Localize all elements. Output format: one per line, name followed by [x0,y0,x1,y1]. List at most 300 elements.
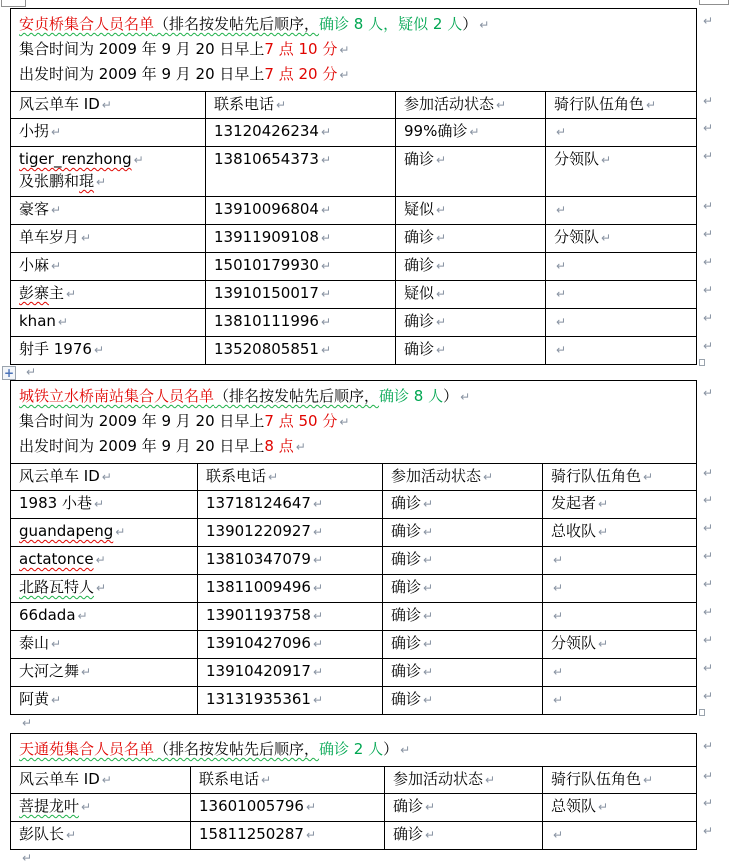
section-title-line [19,384,688,409]
column-header-label: 骑行队伍角色 [551,467,642,485]
rider-id-line [19,311,199,333]
status-value: 疑似 [404,284,435,302]
status-value: 确诊 [404,340,435,358]
text-segment: 彭寨 [19,284,50,302]
paragraph-mark-icon: ↵ [400,743,411,757]
rider-id-line [19,149,199,171]
text-segment: 1983 小巷 [19,494,92,512]
table-row [11,147,697,197]
column-header-label: 骑行队伍角色 [554,95,645,113]
text-segment: 8 点 [264,437,294,455]
text-segment: 单车岁月 [19,228,80,246]
paragraph-mark-icon: ↵ [312,637,324,651]
table-wrap-2 [10,380,714,715]
role-value: 总收队 [551,522,597,540]
paragraph-mark-icon: ↵ [423,553,434,567]
role-cell[interactable] [546,119,714,147]
rider-id-cell[interactable] [11,147,206,197]
table-row [11,547,697,575]
paragraph-mark-icon: ↵ [598,800,609,814]
status-cell[interactable] [383,631,543,659]
table-header-row [11,464,697,491]
end-of-row-mark-icon: ↵ [702,311,714,325]
phone-cell[interactable] [206,119,396,147]
paragraph-mark-icon: ↵ [553,693,564,707]
paragraph-mark-icon: ↵ [553,553,564,567]
paragraph-mark-icon: ↵ [261,773,272,787]
phone-cell[interactable] [206,225,396,253]
text-segment: 及张鹏和 [19,172,80,190]
rider-id-cell[interactable] [11,687,198,715]
phone-cell[interactable] [206,309,396,337]
table-row [11,794,697,822]
paragraph-mark-icon: ↵ [22,716,33,730]
end-of-row-mark-icon: ↵ [702,549,714,563]
phone-number: 13901220927 [206,522,311,540]
paragraph-mark-icon: ↵ [320,153,332,167]
status-cell[interactable] [396,337,546,365]
paragraph-mark-icon: ↵ [496,98,507,112]
rider-id-cell[interactable] [11,659,198,687]
clipped-table-fragment-top-right [699,0,729,5]
paragraph-mark-icon: ↵ [436,231,447,245]
text-segment: ） [443,387,459,405]
status-cell[interactable] [383,603,543,631]
rider-id-cell[interactable] [11,197,206,225]
status-value: 确诊 [391,690,422,708]
table-header-row [11,767,697,794]
table-row [11,822,697,850]
status-cell[interactable] [396,281,546,309]
column-header-label: 参加活动状态 [391,467,482,485]
column-header-rider-id[interactable] [11,767,191,794]
column-header-rider-id[interactable] [11,464,198,491]
paragraph-mark-icon: ↵ [425,828,436,842]
column-header-role[interactable] [546,92,714,119]
column-header-label: 风云单车 ID [19,770,100,788]
status-cell[interactable] [396,197,546,225]
phone-number: 13910096804 [214,200,319,218]
rider-id-cell[interactable] [11,519,198,547]
end-of-row-mark-icon: ↵ [702,824,714,838]
rider-id-line [19,521,191,543]
status-cell[interactable] [396,147,546,197]
section-title-line [19,737,688,762]
paragraph-mark-icon: ↵ [556,259,567,273]
role-cell[interactable] [546,253,714,281]
role-cell[interactable] [546,337,714,365]
paragraph-mark-icon: ↵ [115,525,126,539]
phone-cell[interactable] [198,491,383,519]
end-of-row-mark-icon: ↵ [702,769,714,783]
phone-cell[interactable] [191,822,385,850]
paragraph-mark-icon: ↵ [436,153,447,167]
column-header-role[interactable] [543,767,714,794]
status-cell[interactable] [383,687,543,715]
paragraph-mark-icon: ↵ [423,609,434,623]
status-value: 确诊 [391,522,422,540]
role-cell[interactable] [543,822,714,850]
between-tables-1 [3,365,696,380]
paragraph-mark-icon: ↵ [305,828,317,842]
text-segment: （排名按发帖先后顺序， [154,15,320,33]
status-value: 确诊 [404,228,435,246]
rider-id-line [19,199,199,221]
column-header-label: 风云单车 ID [19,95,100,113]
role-cell[interactable] [543,687,714,715]
end-of-row-mark-icon: ↵ [702,149,714,163]
section-title-row [11,9,697,92]
table-row [11,687,697,715]
role-cell[interactable] [546,281,714,309]
column-header-rider-id[interactable] [11,92,206,119]
phone-number: 15010179930 [214,256,319,274]
rider-id-cell[interactable] [11,225,206,253]
phone-cell[interactable] [206,281,396,309]
phone-cell[interactable] [198,631,383,659]
paragraph-mark-icon: ↵ [312,581,324,595]
table-row [11,253,697,281]
rider-id-line [19,605,191,627]
paragraph-mark-icon: ↵ [469,125,480,139]
status-value: 确诊 [391,494,422,512]
role-cell[interactable] [546,147,714,197]
status-value: 确诊 [391,606,422,624]
table-row [11,631,697,659]
phone-number: 15811250287 [199,825,304,843]
phone-number: 13901193758 [206,606,311,624]
paragraph-mark-icon: ↵ [96,581,107,595]
paragraph-mark-icon: ↵ [101,773,112,787]
table-row [11,197,697,225]
end-of-row-mark-icon: ↵ [702,94,714,108]
paragraph-mark-icon: ↵ [51,693,62,707]
status-cell[interactable] [396,119,546,147]
paragraph-mark-icon: ↵ [51,259,62,273]
column-header-label: 参加活动状态 [404,95,495,113]
paragraph-mark-icon: ↵ [320,231,332,245]
paragraph-mark-icon: ↵ [312,497,324,511]
text-segment: 安贞桥集合人员名单 [19,15,155,33]
column-header-status[interactable] [383,464,543,491]
section-title-line [19,12,688,37]
column-header-phone[interactable] [206,92,396,119]
table-row [11,119,697,147]
paragraph-mark-icon: ↵ [320,125,332,139]
text-segment: 城铁立水桥南站集合人员名单 [19,387,215,405]
text-segment: 射手 1976 [19,340,92,358]
paragraph-mark-icon: ↵ [598,525,609,539]
role-value: 分领队 [554,228,600,246]
paragraph-mark-icon: ↵ [553,581,564,595]
paragraph-mark-icon: ↵ [133,153,144,167]
paragraph-mark-icon: ↵ [93,497,105,511]
paragraph-mark-icon: ↵ [425,800,436,814]
text-segment: 7 点 10 分 [264,40,338,58]
rider-id-cell[interactable] [11,119,206,147]
paragraph-mark-icon: ↵ [320,203,332,217]
paragraph-mark-icon: ↵ [436,315,447,329]
between-tables-2 [10,715,696,733]
rider-id-cell[interactable] [11,631,198,659]
rider-id-line [19,577,191,599]
rider-id-cell[interactable] [11,822,191,850]
column-header-label: 参加活动状态 [393,770,484,788]
status-value: 确诊 [391,634,422,652]
paragraph-mark-icon: ↵ [66,287,77,301]
table-move-handle-icon[interactable]: + [3,366,15,380]
paragraph-mark-icon: ↵ [312,665,324,679]
paragraph-mark-icon: ↵ [26,365,37,379]
phone-cell[interactable] [206,253,396,281]
column-header-phone[interactable] [198,464,383,491]
status-value: 确诊 [391,578,422,596]
role-cell[interactable] [543,491,714,519]
phone-number: 13910427096 [206,634,311,652]
paragraph-mark-icon: ↵ [601,153,612,167]
section-title-cell[interactable] [11,381,714,464]
paragraph-mark-icon: ↵ [423,525,434,539]
end-of-table-mark [699,359,705,366]
status-value: 99%确诊 [404,122,468,140]
column-header-label: 联系电话 [214,95,275,113]
end-of-row-mark-icon: ↵ [702,339,714,353]
text-segment: tiger_renzhong [19,150,132,168]
end-of-row-mark-icon: ↵ [702,633,714,647]
paragraph-mark-icon: ↵ [553,665,564,679]
end-of-row-mark-icon: ↵ [702,493,714,507]
paragraph-mark-icon: ↵ [460,390,471,404]
status-value: 确诊 [404,256,435,274]
rider-id-line [19,549,191,571]
table-wrap-1 [10,8,714,365]
paragraph-mark-icon: ↵ [436,203,447,217]
phone-cell[interactable] [198,659,383,687]
rider-id-line [19,227,199,249]
column-header-status[interactable] [396,92,546,119]
role-value: 发起者 [551,494,597,512]
text-segment: 北路瓦特人 [19,578,95,596]
role-value: 分领队 [554,150,600,168]
text-segment: ） [383,740,399,758]
rider-id-line [19,255,199,277]
paragraph-mark-icon: ↵ [312,525,324,539]
role-cell[interactable] [546,197,714,225]
text-segment: 小拐 [19,122,50,140]
paragraph-mark-icon: ↵ [51,203,62,217]
text-segment: 阿黄 [19,690,50,708]
role-cell[interactable] [543,794,714,822]
paragraph-mark-icon: ↵ [643,470,654,484]
paragraph-mark-icon: ↵ [312,693,324,707]
phone-number: 13131935361 [206,690,311,708]
table-row [11,225,697,253]
meeting-time-line [19,409,688,434]
end-of-row-mark-icon: ↵ [702,283,714,297]
rider-id-cell[interactable] [11,575,198,603]
end-of-row-mark-icon: ↵ [702,605,714,619]
paragraph-mark-icon: ↵ [423,665,434,679]
rider-id-line [19,633,191,655]
section-title-row [11,381,697,464]
paragraph-mark-icon: ↵ [312,609,324,623]
text-segment: ） [462,15,478,33]
text-segment: 天通苑集合人员名单 [19,740,155,758]
status-cell[interactable] [396,309,546,337]
column-header-status[interactable] [385,767,543,794]
paragraph-mark-icon: ↵ [598,637,609,651]
paragraph-mark-icon: ↵ [93,343,105,357]
table-row [11,519,697,547]
end-of-table-mark [699,709,705,716]
text-segment: 集合时间为 2009 年 9 月 20 日早上 [19,412,265,430]
column-header-phone[interactable] [191,767,385,794]
column-header-label: 联系电话 [199,770,260,788]
phone-cell[interactable] [206,197,396,225]
table-row [11,603,697,631]
status-cell[interactable] [396,253,546,281]
end-of-row-mark-icon: ↵ [702,14,714,28]
phone-cell[interactable] [206,337,396,365]
paragraph-mark-icon: ↵ [556,287,567,301]
phone-cell[interactable] [206,147,396,197]
rider-id-cell[interactable] [11,337,206,365]
status-cell[interactable] [383,519,543,547]
phone-number: 13811009496 [206,578,311,596]
role-cell[interactable] [543,631,714,659]
paragraph-mark-icon: ↵ [320,343,332,357]
phone-cell[interactable] [198,519,383,547]
text-segment: 确诊 8 人 [379,387,444,405]
role-cell[interactable] [546,309,714,337]
paragraph-mark-icon: ↵ [320,315,332,329]
paragraph-mark-icon: ↵ [51,125,62,139]
end-of-row-mark-icon: ↵ [702,386,714,400]
paragraph-mark-icon: ↵ [436,343,447,357]
role-cell[interactable] [543,575,714,603]
rider-id-cell[interactable] [11,794,191,822]
paragraph-mark-icon: ↵ [423,497,434,511]
meeting-time-line [19,37,688,62]
paragraph-mark-icon: ↵ [479,18,490,32]
rider-id-line [19,796,184,818]
column-header-label: 联系电话 [206,467,267,485]
rider-id-cell[interactable] [11,491,198,519]
role-cell[interactable] [543,519,714,547]
section-title-cell[interactable] [11,734,714,767]
role-cell[interactable] [543,603,714,631]
text-segment: 菩提龙叶 [19,797,80,815]
end-of-row-mark-icon: ↵ [702,796,714,810]
paragraph-mark-icon: ↵ [556,315,567,329]
text-segment: actatonce [19,550,94,568]
paragraph-mark-icon: ↵ [77,609,88,623]
paragraph-mark-icon: ↵ [436,287,447,301]
paragraph-mark-icon: ↵ [485,773,496,787]
paragraph-mark-icon: ↵ [81,800,92,814]
status-cell[interactable] [385,794,543,822]
paragraph-mark-icon: ↵ [556,125,567,139]
rider-id-line [19,661,191,683]
phone-cell[interactable] [198,547,383,575]
text-segment: guandapeng [19,522,114,540]
text-segment: （排名按发帖先后顺序， [154,740,320,758]
status-value: 确诊 [391,550,422,568]
end-of-row-mark-icon: ↵ [702,739,714,753]
rider-id-line [19,339,199,361]
role-cell[interactable] [543,659,714,687]
status-value: 确诊 [404,150,435,168]
paragraph-mark-icon: ↵ [339,43,350,57]
paragraph-mark-icon: ↵ [553,828,564,842]
rider-id-line [19,171,199,193]
section-title-cell[interactable] [11,9,714,92]
rider-id-cell[interactable] [11,547,198,575]
status-value: 确诊 [391,662,422,680]
status-cell[interactable] [383,575,543,603]
rider-id-line [19,689,191,711]
role-cell[interactable] [543,547,714,575]
role-cell[interactable] [546,225,714,253]
column-header-label: 风云单车 ID [19,467,100,485]
paragraph-mark-icon: ↵ [305,800,317,814]
phone-number: 13601005796 [199,797,304,815]
status-cell[interactable] [385,822,543,850]
rider-id-cell[interactable] [11,281,206,309]
status-cell[interactable] [396,225,546,253]
phone-number: 13718124647 [206,494,311,512]
paragraph-mark-icon: ↵ [22,851,33,865]
table-row [11,575,697,603]
table-wrap-3 [10,733,714,850]
phone-number: 13810654373 [214,150,319,168]
status-value: 确诊 [404,312,435,330]
end-of-row-mark-icon: ↵ [702,521,714,535]
paragraph-mark-icon: ↵ [598,497,609,511]
rider-id-line [19,283,199,305]
table-row [11,659,697,687]
paragraph-mark-icon: ↵ [556,343,567,357]
paragraph-mark-icon: ↵ [66,828,77,842]
end-of-row-mark-icon: ↵ [702,227,714,241]
role-value: 分领队 [551,634,597,652]
paragraph-mark-icon: ↵ [423,693,434,707]
phone-cell[interactable] [191,794,385,822]
role-value: 总领队 [551,797,597,815]
paragraph-mark-icon: ↵ [51,637,62,651]
status-cell[interactable] [383,491,543,519]
status-value: 确诊 [393,825,424,843]
text-segment: 66dada [19,606,76,624]
rider-id-cell[interactable] [11,253,206,281]
column-header-role[interactable] [543,464,714,491]
paragraph-mark-icon: ↵ [553,609,564,623]
status-cell[interactable] [383,547,543,575]
rider-id-cell[interactable] [11,309,206,337]
phone-cell[interactable] [198,687,383,715]
paragraph-mark-icon: ↵ [57,315,68,329]
phone-cell[interactable] [198,603,383,631]
status-cell[interactable] [383,659,543,687]
paragraph-mark-icon: ↵ [96,175,107,189]
phone-cell[interactable] [198,575,383,603]
phone-number: 13520805851 [214,340,319,358]
rider-id-cell[interactable] [11,603,198,631]
text-segment: 泰山 [19,634,50,652]
paragraph-mark-icon: ↵ [339,68,350,82]
text-segment: 大河之舞 [19,662,80,680]
section-title-row [11,734,697,767]
